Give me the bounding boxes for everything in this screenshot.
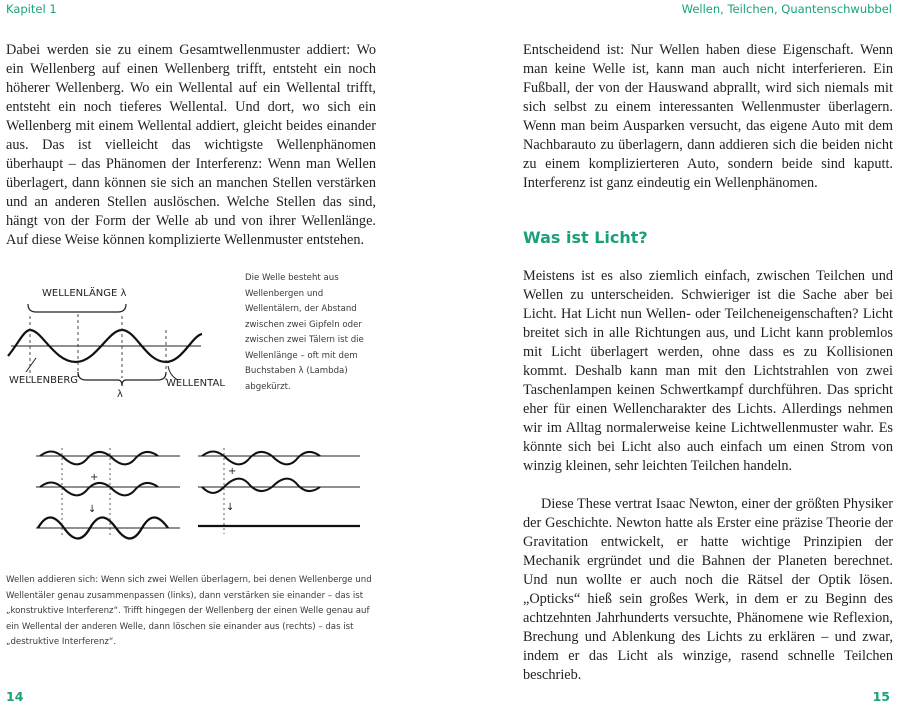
wavelength-bracket-bottom	[78, 372, 166, 386]
right-body-paragraph-3: Diese These vertrat Isaac Newton, einer der größten Physiker der Geschichte. Newton hatte als Erster eine präzise Theorie der Gravitation entwickelt, er hatte wichtige Prinzipien der Mechanik ergründet und die Bahnen der Planeten berechnet. Und nun wollte er auch noch die Rätsel der Optik lösen. „Opticks“ hieß sein großes Werk, in dem er zu Beginn des achtzehnten Jahrhunderts versuchte, Phänomene wie Reflexion, Brechung und Ablenkung des Lichts zu erklären – und zwar, indem er das Licht als winzige, rasend schnelle Teilchen beschrieb.	[523, 496, 893, 683]
destructive-wave-1	[202, 452, 320, 465]
section-heading: Was ist Licht?	[523, 228, 648, 247]
destructive-plus: +	[228, 466, 237, 477]
left-body-paragraph: Dabei werden sie zu einem Gesamtwellenmuster addiert: Wo ein Wellenberg auf einen Wellenberg trifft, entsteht ein noch höherer Wellenberg. Wo ein Wellental auf ein Wellental trifft, entsteht ein noch tieferes Wellental. Und dort, wo sich ein Wellenberg mit einem Wellental addiert, gleicht beides einander aus. Das ist vielleicht das wichtigste Wellenphänomen überhaupt – das Phänomen der Interferenz: Wenn man Wellen überlagert, dann können sie sich an manchen Stellen verstärken und an anderen Stellen auslöschen. Welche Stellen das sind, hängt von der Form der Welle ab und von ihrer Wellenlänge. Auf diese Weise können komplizierte Wellenmuster entstehen.	[6, 42, 376, 248]
figure2-caption: Wellen addieren sich: Wenn sich zwei Wellen überlagern, bei denen Wellenberge und Wellentäler genau zusammenpassen (links), dann verstärken sie einander – das ist „konstruktive Interferenz“. Trifft hingegen der Wellenberg der einen Welle genau auf ein Wellental der anderen Welle, dann löschen sie einander aus (rechts) – das ist „destruktive Interferenz“.	[6, 575, 372, 647]
running-header-left: Kapitel 1	[6, 2, 57, 16]
constructive-arrow: ↓	[88, 504, 97, 515]
running-header-right: Wellen, Teilchen, Quantenschwubbel	[681, 2, 892, 16]
interference-diagram	[30, 444, 370, 544]
wavelength-diagram	[6, 270, 236, 405]
crest-pointer	[26, 358, 36, 372]
constructive-plus: +	[90, 472, 99, 483]
destructive-wave-2	[202, 479, 320, 493]
wavelength-bracket-top	[28, 304, 126, 312]
wavelength-label: WELLENLÄNGE λ	[42, 288, 127, 299]
constructive-wave-1	[40, 452, 158, 465]
crest-label: WELLENBERG	[9, 375, 79, 386]
lambda-label: λ	[117, 389, 123, 400]
right-body-paragraph-2: Meistens ist es also ziemlich einfach, zwischen Teilchen und Wellen zu unterscheiden. Schwieriger ist die Sache aber bei Licht. Hat Licht nun Wellen- oder Teilcheneigenschaften? Licht breitet sich in alle Richtungen aus, und Licht kann problemlos mit Licht überlagert werden, ohne dass es zu Kollisionen kommt. Deshalb kann man mit den Lichtstrahlen von zwei Taschenlampen keinen Schwertkampf durchführen. Das spricht eher für einen Wellencharakter des Lichts. Allerdings nehmen wir im Alltag normalerweise keine Lichtwellenmuster wahr. Es könnte sich bei Licht also auch einfach um einen Strom von winzig kleinen, sehr leichten Teilchen handeln.	[523, 268, 893, 474]
destructive-arrow: ↓	[226, 502, 235, 513]
right-body-paragraph-1: Entscheidend ist: Nur Wellen haben diese Eigenschaft. Wenn man keine Welle ist, kann man auch nicht interferieren. Ein Fußball, der von der Hauswand abprallt, wird sich niemals mit sich selbst zu einem interessanten Wellenmuster überlagern. Wenn man beim Ausparken versucht, das eigene Auto mit dem Nachbarauto zu überlagern, dann addieren sich die beiden nicht zu einem komplizierteren Auto, sondern beide sind kaputt. Interferenz ist ganz eindeutig ein Wellenphänomen.	[523, 42, 893, 191]
page-number-right: 15	[872, 689, 890, 704]
page-number-left: 14	[6, 689, 24, 704]
trough-label: WELLENTAL	[166, 378, 225, 389]
constructive-wave-2	[40, 483, 158, 496]
figure1-caption: Die Welle besteht aus Wellenbergen und Wellentälern, der Abstand zwischen zwei Gipfeln oder zwischen zwei Tälern ist die Wellenlänge – oft mit dem Buchstaben λ (Lambda) abgekürzt.	[245, 273, 364, 392]
